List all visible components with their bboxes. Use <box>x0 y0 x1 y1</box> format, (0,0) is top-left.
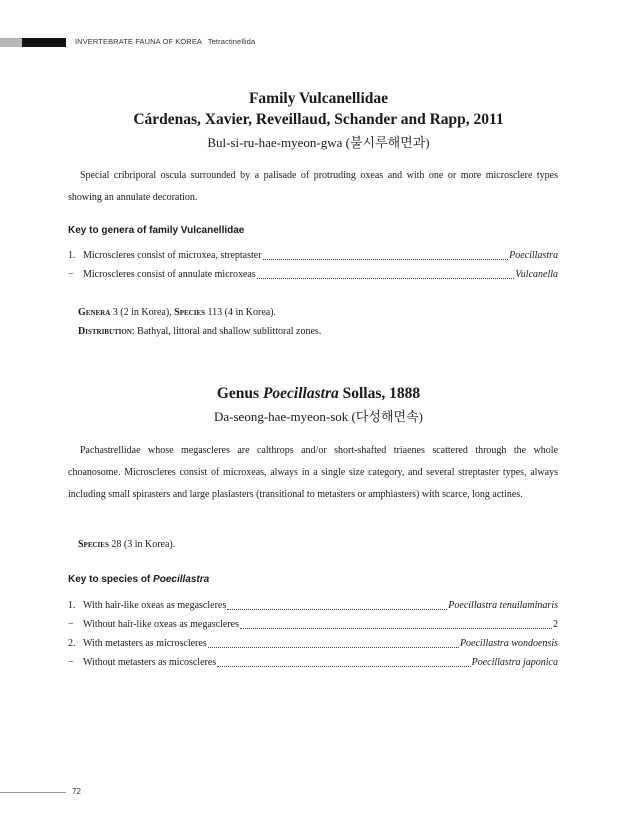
key-number: 1. <box>68 600 76 611</box>
footer-rule <box>0 792 66 793</box>
genus-key-row-4 <box>68 657 558 671</box>
genus-key-row-3 <box>68 638 558 652</box>
genus-key-title-name: Poecillastra <box>153 574 210 585</box>
key-leader-dots <box>263 258 509 260</box>
family-authority: Cárdenas, Xavier, Reveillaud, Schander and Rapp, 2011 <box>133 111 504 128</box>
key-number: − <box>68 269 74 280</box>
genus-title-suffix: Sollas, 1888 <box>342 385 421 402</box>
key-number: − <box>68 619 74 630</box>
header-bar-black <box>22 38 66 47</box>
family-korean-name: Bul-si-ru-hae-myeon-gwa (불시루해면과) <box>207 135 430 150</box>
genus-key-row-1 <box>68 600 558 614</box>
family-description <box>68 165 558 209</box>
family-description-text: Special cribriporal oscula surrounded by a palisade of protruding oxeas and with one or more microsclere types showing an annulate decoration. <box>68 170 558 203</box>
key-leader-dots <box>208 646 459 648</box>
family-genera-species <box>78 307 276 318</box>
species-value: 28 (3 in Korea). <box>111 539 176 550</box>
running-head-section: Tetractinellida <box>207 37 256 46</box>
running-head <box>75 37 255 46</box>
key-text: Without metasters as micoscleres <box>83 657 217 668</box>
family-title: Family Vulcanellidae <box>248 90 389 107</box>
family-key-title: Key to genera of family Vulcanellidae <box>68 225 245 236</box>
genus-title <box>0 385 637 403</box>
key-text: With hair-like oxeas as megascleres <box>83 600 227 611</box>
key-result: Poecillastra japonica <box>471 657 558 668</box>
key-number: − <box>68 657 74 668</box>
header-bar-gray <box>0 38 22 47</box>
key-number: 2. <box>68 638 76 649</box>
key-text: Without hair-like oxeas as megascleres <box>83 619 240 630</box>
genus-title-prefix: Genus <box>216 385 260 402</box>
key-text: Microscleres consist of annulate microxeas <box>83 269 256 280</box>
genus-key-title <box>68 574 209 585</box>
key-result: Poecillastra <box>509 250 558 261</box>
distribution-value: : Bathyal, littoral and shallow sublittoral zones. <box>131 326 322 337</box>
running-head-title: INVERTEBRATE FAUNA OF KOREA <box>75 37 202 46</box>
species-label: Species <box>78 539 109 550</box>
key-leader-dots <box>227 608 447 610</box>
key-result: Poecillastra tenuilaminaris <box>448 600 558 611</box>
key-leader-dots <box>217 665 470 667</box>
genus-korean-name: Da-seong-hae-myeon-sok (다성해면속) <box>214 409 423 424</box>
genus-key-row-2 <box>68 619 558 633</box>
key-text: Microscleres consist of microxea, streptaster <box>83 250 262 261</box>
genera-value: 3 (2 in Korea), <box>112 307 172 318</box>
genus-description-text: Pachastrellidae whose megascleres are calthrops and/or short-shafted triaenes scattered through the whole choanosome. Microscleres consist of microxeas, always in a single size category, and several streptaster types, always including small spirasters and large plasiasters (transitional to metasters or amphiasters) with scarce, long actines. <box>68 445 558 500</box>
key-text: With metasters as microscleres <box>83 638 207 649</box>
genus-species-count <box>78 539 175 550</box>
family-distribution <box>78 326 321 337</box>
family-key-row-1 <box>68 250 558 264</box>
key-number: 1. <box>68 250 76 261</box>
key-leader-dots <box>240 627 552 629</box>
key-leader-dots <box>257 277 515 279</box>
key-result: Vulcanella <box>515 269 558 280</box>
key-result: 2 <box>553 619 558 630</box>
genus-title-name: Poecillastra <box>262 385 339 402</box>
key-result: Poecillastra wondoensis <box>459 638 558 649</box>
species-value: 113 (4 in Korea). <box>207 307 277 318</box>
species-label: Species <box>174 307 206 318</box>
family-key-row-2 <box>68 269 558 283</box>
distribution-label: Distribution <box>78 326 132 337</box>
page-number: 72 <box>72 787 81 796</box>
genera-label: Genera <box>78 307 111 318</box>
genus-key-title-prefix: Key to species of <box>68 574 151 585</box>
genus-description <box>68 440 558 506</box>
